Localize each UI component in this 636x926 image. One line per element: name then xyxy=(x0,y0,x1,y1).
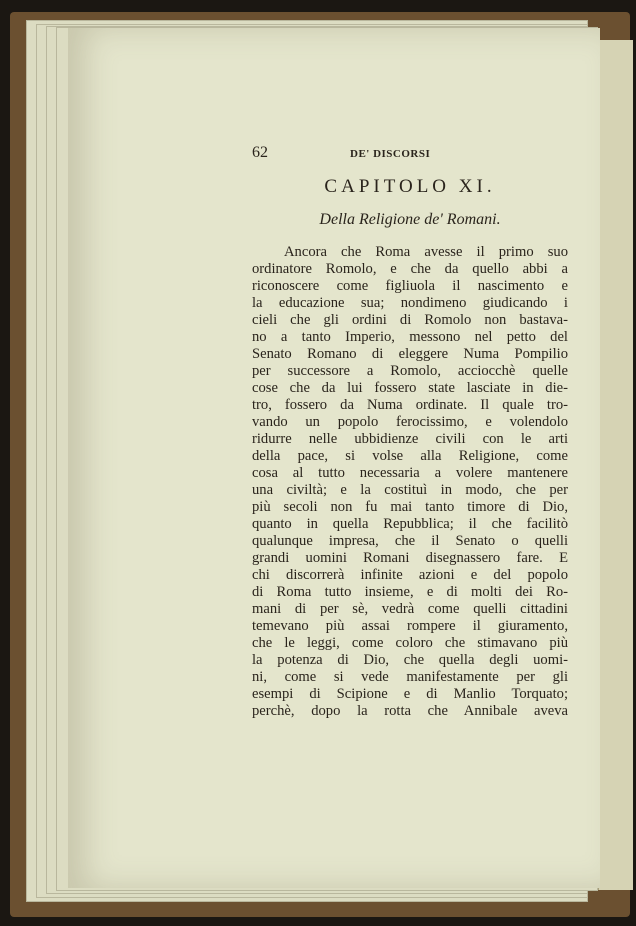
text-line: esempi di Scipione e di Manlio Torquato; xyxy=(252,686,568,702)
text-line: per successore a Romolo, acciocchè quelle xyxy=(252,363,568,379)
text-line: cieli che gli ordini di Romolo non bastava- xyxy=(252,312,568,328)
text-line: che le leggi, come coloro che stimavano più xyxy=(252,635,568,651)
text-line: grandi uomini Romani disegnassero fare. E xyxy=(252,550,568,566)
text-line: ordinatore Romolo, e che da quello abbi a xyxy=(252,261,568,277)
chapter-title: CAPITOLO XI. xyxy=(324,176,496,197)
page-header xyxy=(252,144,568,164)
text-line: quanto in quella Repubblica; il che facilitò xyxy=(252,516,568,532)
text-line: qualunque impresa, che il Senato o quelli xyxy=(252,533,568,549)
text-line: più secoli non fu mai tanto timore di Dio, xyxy=(252,499,568,515)
text-line: tro, fossero da Numa ordinate. Il quale tro- xyxy=(252,397,568,413)
text-line: una civiltà; e la costituì in modo, che per xyxy=(252,482,568,498)
text-line: chi discorrerà infinite azioni e del popolo xyxy=(252,567,568,583)
text-line: la potenza di Dio, che quella degli uomi- xyxy=(252,652,568,668)
running-title: DE' DISCORSI xyxy=(350,148,431,160)
text-line: Ancora che Roma avesse il primo suo xyxy=(284,244,568,260)
text-line: vando un popolo ferocissimo, e volendolo xyxy=(252,414,568,430)
body-text xyxy=(252,244,568,720)
text-line: no a tanto Imperio, messono nel petto del xyxy=(252,329,568,345)
text-line: perchè, dopo la rotta che Annibale aveva xyxy=(252,703,568,719)
text-line: Senato Romano di eleggere Numa Pompilio xyxy=(252,346,568,362)
chapter-subtitle: Della Religione de' Romani. xyxy=(319,211,501,228)
text-line: della pace, si volse alla Religione, come xyxy=(252,448,568,464)
facing-page-edge xyxy=(598,40,633,890)
text-line: temevano più assai rompere il giuramento, xyxy=(252,618,568,634)
text-line: mani di per sè, vedrà come quelli cittadini xyxy=(252,601,568,617)
text-line: la educazione sua; nondimeno giudicando i xyxy=(252,295,568,311)
text-line: riconoscere come figliuola il nascimento e xyxy=(252,278,568,294)
text-line: ridurre nelle ubbidienze civili con le arti xyxy=(252,431,568,447)
text-line: ni, come si vede manifestamente per gli xyxy=(252,669,568,685)
text-line: cose che da lui fossero state lasciate in die- xyxy=(252,380,568,396)
text-line: cosa al tutto necessaria a volere mantenere xyxy=(252,465,568,481)
page-number: 62 xyxy=(252,144,268,161)
text-line: di Roma tutto insieme, e di molti dei Ro- xyxy=(252,584,568,600)
